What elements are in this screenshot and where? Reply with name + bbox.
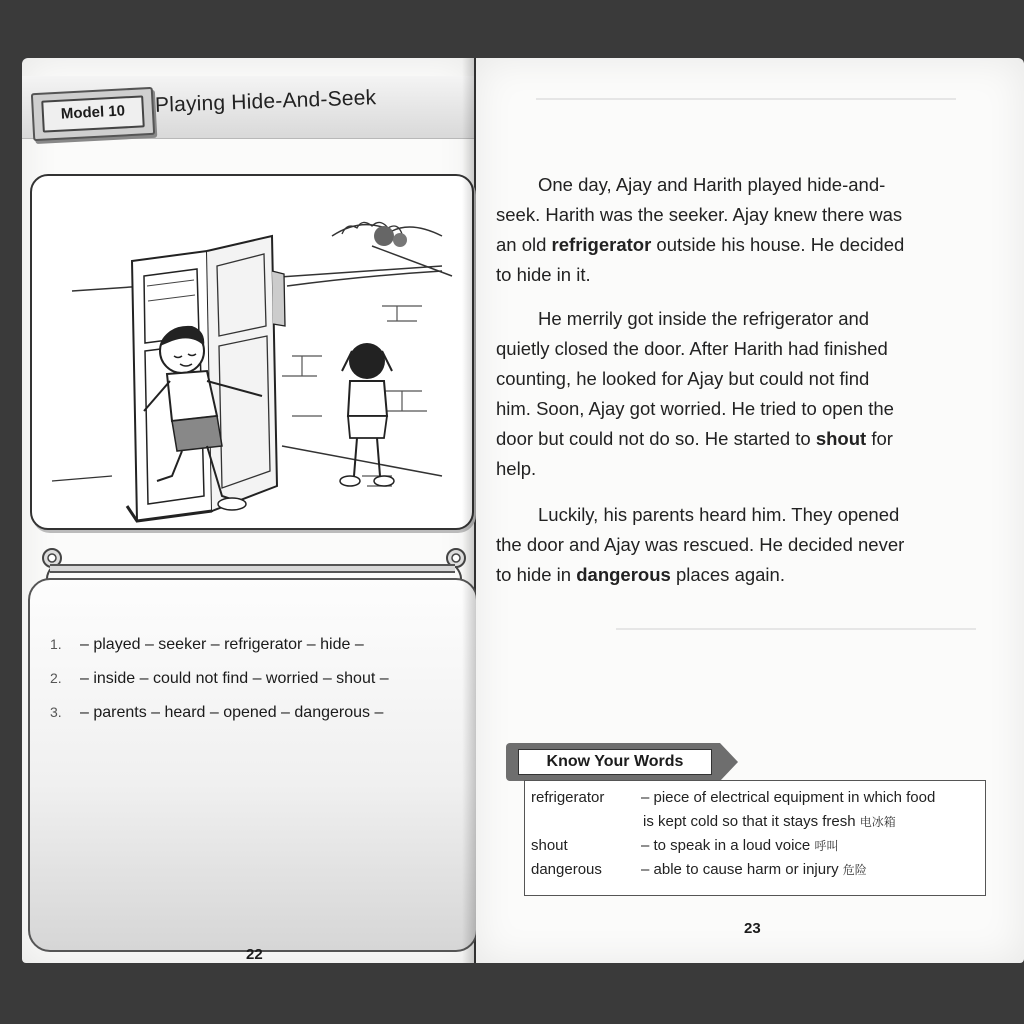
hint-text: – inside – could not find – worried – shout – <box>80 670 389 687</box>
know-your-words-heading: Know Your Words <box>518 749 712 775</box>
hints-box <box>28 578 478 952</box>
hint-text: – parents – heard – opened – dangerous – <box>80 704 384 721</box>
boy-seeking-illustration <box>340 343 394 486</box>
glossary-entry-dangerous <box>531 861 867 878</box>
hint-line-3 <box>50 704 383 722</box>
hint-number: 1. <box>50 636 62 652</box>
hint-number: 2. <box>50 670 62 686</box>
glossary-entry-shout <box>531 837 838 854</box>
show-through-line <box>536 98 956 100</box>
illustration-svg <box>32 176 472 528</box>
page-number-left: 22 <box>246 946 263 963</box>
show-through-line <box>616 628 976 630</box>
tree-branch <box>332 222 452 276</box>
page-number-right: 23 <box>744 920 761 937</box>
model-badge-label: Model 10 <box>41 95 145 132</box>
right-page <box>476 58 1024 963</box>
glossary-term: shout <box>531 837 568 854</box>
model-badge <box>31 87 155 141</box>
hint-number: 3. <box>50 704 62 720</box>
glossary-chinese: 电冰箱 <box>859 815 896 829</box>
glossary-definition: – able to cause harm or injury <box>641 861 839 878</box>
keyword-shout: shout <box>815 428 867 449</box>
glossary-chinese: 危险 <box>842 863 867 877</box>
glossary-definition: is kept cold so that it stays fresh <box>643 813 856 830</box>
paragraph-2: He merrily got inside the refrigerator and quietly closed the door. After Harith had finished counting, he looked for Ajay but could not find him. Soon, Ajay got worried. He tried to open the door but could not do so. He started to shout for help. <box>496 308 894 479</box>
hint-text: – played – seeker – refrigerator – hide – <box>80 636 364 653</box>
glossary-entry-refrigerator-cont <box>643 813 896 830</box>
paragraph-3: Luckily, his parents heard him. They opened the door and Ajay was rescued. He decided never to hide in dangerous places again. <box>496 504 905 585</box>
glossary-definition: – to speak in a loud voice <box>641 837 811 854</box>
left-page <box>22 58 474 963</box>
know-your-words-tab <box>506 743 734 785</box>
glossary-term: dangerous <box>531 861 602 878</box>
keyword-dangerous: dangerous <box>576 564 671 585</box>
glossary-term: refrigerator <box>531 789 605 806</box>
glossary-box <box>524 780 986 896</box>
hint-line-1 <box>50 636 364 654</box>
glossary-chinese: 呼叫 <box>814 839 839 853</box>
hint-line-2 <box>50 670 389 688</box>
page-title: Playing Hide-And-Seek <box>154 86 377 117</box>
glossary-definition: – piece of electrical equipment in which food <box>641 789 936 806</box>
keyword-refrigerator: refrigerator <box>551 234 652 255</box>
glossary-entry-refrigerator <box>531 789 935 806</box>
title-banner <box>22 76 474 139</box>
paragraph-1: One day, Ajay and Harith played hide-and- seek. Harith was the seeker. Ajay knew there was an old refrigerator outside his house. He decided to hide in it. <box>496 174 905 285</box>
story-illustration <box>30 174 474 530</box>
rope-divider <box>50 564 455 573</box>
tab-arrow-icon <box>720 743 738 781</box>
